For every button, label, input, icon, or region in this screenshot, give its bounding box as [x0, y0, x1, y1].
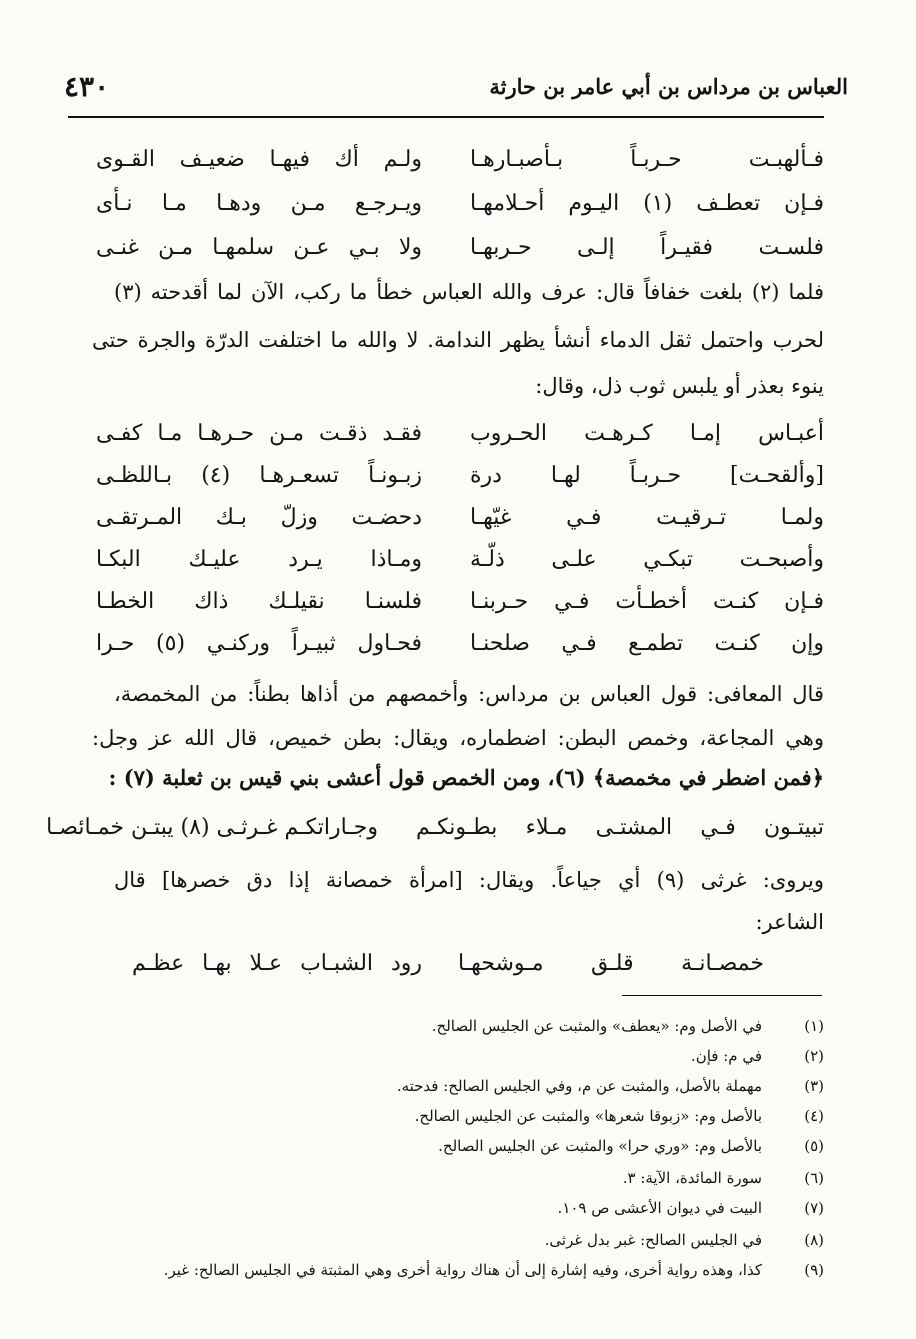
first-hemistich: خمصـانـة قلـق مـوشحهـا — [458, 951, 764, 976]
footnote-text: البيت في ديوان الأعشى ص ١٠٩. — [557, 1199, 762, 1217]
footnote-number: (٥) — [804, 1137, 824, 1155]
first-hemistich: فلسـت فقيـراً إلـى حـربهـا — [470, 235, 824, 260]
second-hemistich: زبـونـاً تسعـرهـا (٤) بـاللظـى — [96, 463, 422, 488]
verse-line — [0, 498, 916, 538]
verse-line — [0, 624, 916, 664]
footnote-number: (٦) — [804, 1169, 824, 1187]
footnote — [84, 1042, 824, 1070]
page-number: ٤٣٠ — [64, 70, 110, 103]
footnote-text: بالأصل وم: «وري حرا» والمثبت عن الجليس الصالح. — [438, 1137, 762, 1155]
footnote-number: (٣) — [804, 1077, 824, 1095]
footnote-number: (٢) — [804, 1047, 824, 1065]
verse-line — [0, 140, 916, 180]
first-hemistich: وأصبحـت تبكـي علـى ذلّـة — [470, 547, 824, 572]
footnote-text: سورة المائدة، الآية: ٣. — [622, 1169, 762, 1187]
footnote — [84, 1226, 824, 1254]
prose-line: ويروى: غرثى (٩) أي جياعاً. ويقال: [امرأة خمصانة إذا دق خصرها] قال — [114, 868, 825, 892]
second-hemistich: ولا بـي عـن سلمهـا مـن غنـى — [96, 235, 422, 260]
prose-line: قال المعافى: قول العباس بن مرداس: وأخمصهم من أذاها بطناً: من المخمصة، — [114, 682, 824, 706]
running-title: العباس بن مرداس بن أبي عامر بن حارثة — [489, 74, 848, 99]
footnote-text: في الأصل وم: «يعطف» والمثبت عن الجليس الصالح. — [431, 1017, 762, 1035]
second-hemistich: فحـاول ثبيـراً وركنـي (٥) حـرا — [96, 631, 423, 656]
first-hemistich: أعبـاس إمـا كـرهـت الحـروب — [470, 421, 824, 446]
prose-line: الشاعر: — [755, 910, 824, 934]
verse-line — [0, 808, 916, 848]
verse-line — [0, 228, 916, 268]
first-hemistich: فـإن كنـت أخطـأت فـي حـربنـا — [470, 589, 824, 614]
footnote — [84, 1256, 824, 1284]
prose-line: ﴿فمن اضطر في مخمصة﴾ (٦)، ومن الخمص قول أعشى بني قيس بن ثعلبة (٧) : — [108, 765, 824, 790]
first-hemistich: فـإن تعطـف (١) اليـوم أحـلامهـا — [470, 191, 824, 216]
footnote-text: مهملة بالأصل، والمثبت عن م، وفي الجليس الصالح: فدحته. — [396, 1077, 762, 1095]
footnote-text: في الجليس الصالح: غبر بدل غرثى. — [544, 1231, 762, 1249]
footnote — [84, 1132, 824, 1160]
footnote-number: (٧) — [804, 1199, 824, 1217]
first-hemistich: ولمـا تـرقيـت فـي غيّهـا — [470, 505, 824, 530]
first-hemistich: تبيتـون فـي المشتـى مـلاء بطـونكـم — [416, 815, 824, 840]
footnote-text: كذا، وهذه رواية أخرى، وفيه إشارة إلى أن هناك رواية أخرى وهي المثبتة في الجليس الصالح: غير. — [163, 1261, 762, 1279]
prose-line: ينوء بعذر أو يلبس ثوب ذل، وقال: — [535, 374, 824, 398]
footnote — [84, 1012, 824, 1040]
footnote-text: بالأصل وم: «زبوقا شعرها» والمثبت عن الجليس الصالح. — [414, 1107, 762, 1125]
footnote — [84, 1164, 824, 1192]
prose-line: لحرب واحتمل ثقل الدماء أنشأ يظهر الندامة. لا والله ما اختلفت الدرّة والجرة حتى — [92, 328, 824, 352]
footnote-rule — [622, 995, 822, 996]
verse-line — [0, 184, 916, 224]
second-hemistich: ولـم أك فيهـا ضعيـف القـوى — [96, 147, 422, 172]
footnote-number: (٤) — [804, 1107, 824, 1125]
second-hemistich: ويـرجـع مـن ودهـا مـا نـأى — [96, 191, 422, 216]
verse-line — [0, 582, 916, 622]
second-hemistich: فقـد ذقـت مـن حـرهـا مـا كفـى — [96, 421, 422, 446]
prose-line: وهي المجاعة، وخمص البطن: اضطماره، ويقال: بطن خميص، قال الله عز وجل: — [92, 726, 824, 750]
verse-line — [0, 414, 916, 454]
second-hemistich: دحضـت وزلّ بـك المـرتقـى — [96, 505, 422, 530]
verse-line — [0, 944, 916, 984]
footnote-number: (٨) — [804, 1231, 824, 1249]
footnote-text: في م: فإن. — [690, 1047, 762, 1065]
second-hemistich: ومـاذا يـرد عليـك البكـا — [96, 547, 422, 572]
first-hemistich: فـألهبـت حـربـاً بـأصبـارهـا — [470, 147, 824, 172]
header-rule — [68, 116, 824, 118]
footnote — [84, 1102, 824, 1130]
footnote-number: (١) — [804, 1017, 824, 1035]
first-hemistich: وإن كنـت تطمـع فـي صلحنـا — [470, 631, 824, 656]
second-hemistich: فلسنـا نقيلـك ذاك الخطـا — [96, 589, 422, 614]
first-hemistich: [وألقحـت] حـربـاً لهـا درة — [470, 463, 824, 488]
verse-line — [0, 540, 916, 580]
verse-line — [0, 456, 916, 496]
footnote — [84, 1194, 824, 1222]
footnote — [84, 1072, 824, 1100]
footnote-number: (٩) — [804, 1261, 824, 1279]
prose-line: فلما (٢) بلغت خفافاً قال: عرف والله العباس خطأ ما ركب، الآن لما أقدحته (٣) — [114, 280, 824, 304]
second-hemistich: وجـاراتكـم غـرثـى (٨) يبتـن خمـائصـا — [46, 815, 378, 840]
second-hemistich: رود الشبـاب عـلا بهـا عظـم — [132, 951, 422, 976]
